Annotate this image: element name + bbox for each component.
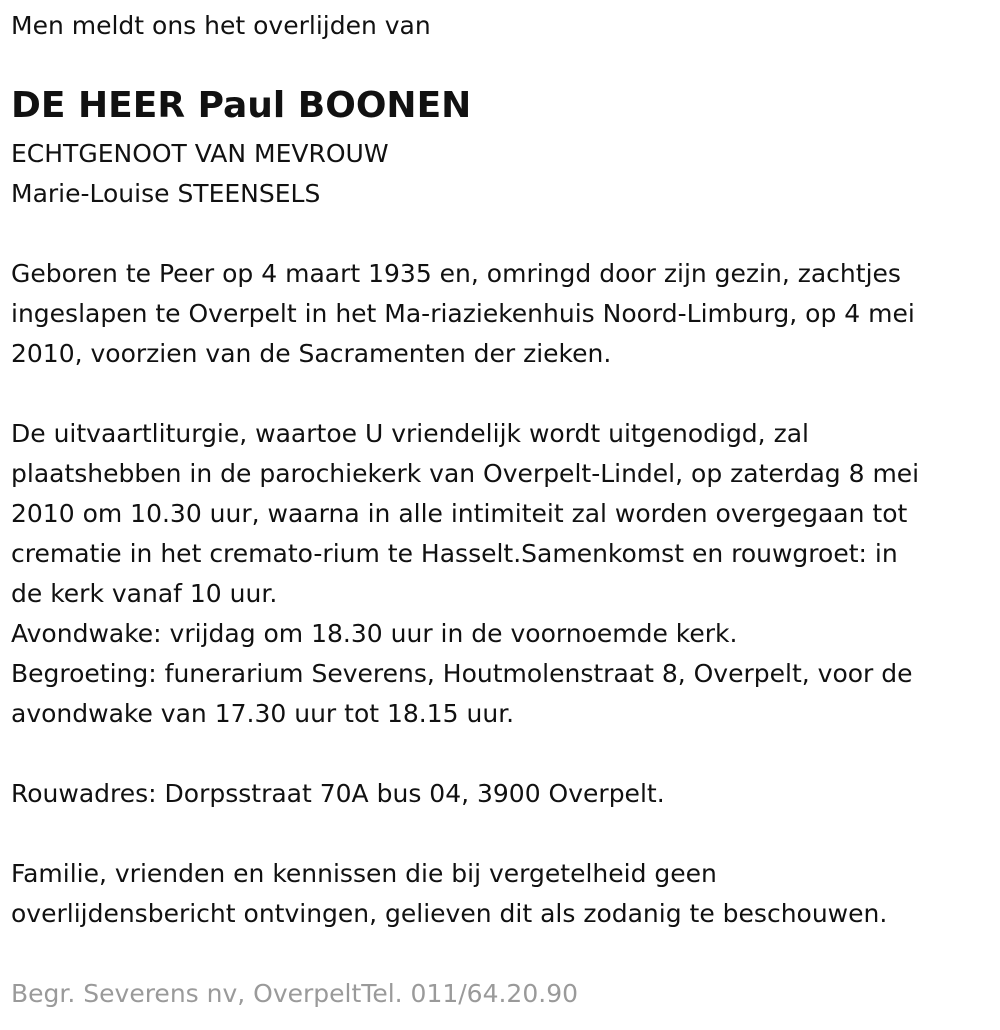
spouse-block	[11, 134, 986, 214]
wake-line: Avondwake: vrijdag om 18.30 uur in de voornoemde kerk.	[11, 619, 738, 648]
mourning-address	[11, 774, 986, 814]
paragraph-line: de kerk vanaf 10 uur.	[11, 579, 278, 608]
deceased-name: DE HEER Paul BOONEN	[11, 85, 472, 126]
address-line: Rouwadres: Dorpsstraat 70A bus 04, 3900 Overpelt.	[11, 779, 665, 808]
paragraph-line: overlijdensbericht ontvingen, gelieven dit als zodanig te beschouwen.	[11, 899, 888, 928]
family-note	[11, 854, 986, 934]
spouse-name: Marie-Louise STEENSELS	[11, 179, 321, 208]
birth-death-paragraph	[11, 254, 986, 374]
paragraph-line: 2010, voorzien van de Sacramenten der zieken.	[11, 339, 612, 368]
paragraph-line: 2010 om 10.30 uur, waarna in alle intimiteit zal worden overgegaan tot	[11, 499, 908, 528]
greeting-line: avondwake van 17.30 uur tot 18.15 uur.	[11, 699, 515, 728]
intro-text: Men meldt ons het overlijden van	[11, 11, 431, 40]
service-paragraph	[11, 414, 986, 734]
spouse-title: ECHTGENOOT VAN MEVROUW	[11, 139, 389, 168]
paragraph-line: ingeslapen te Overpelt in het Ma-riaziekenhuis Noord-Limburg, op 4 mei	[11, 299, 915, 328]
paragraph-line: De uitvaartliturgie, waartoe U vriendelijk wordt uitgenodigd, zal	[11, 419, 809, 448]
paragraph-line: plaatshebben in de parochiekerk van Overpelt-Lindel, op zaterdag 8 mei	[11, 459, 920, 488]
greeting-line: Begroeting: funerarium Severens, Houtmolenstraat 8, Overpelt, voor de	[11, 659, 913, 688]
paragraph-line: crematie in het cremato-rium te Hasselt.Samenkomst en rouwgroet: in	[11, 539, 898, 568]
paragraph-line: Familie, vrienden en kennissen die bij vergetelheid geen	[11, 859, 717, 888]
paragraph-line: Geboren te Peer op 4 maart 1935 en, omringd door zijn gezin, zachtjes	[11, 259, 901, 288]
funeral-home-footer: Begr. Severens nv, OverpeltTel. 011/64.20.90	[11, 979, 579, 1008]
